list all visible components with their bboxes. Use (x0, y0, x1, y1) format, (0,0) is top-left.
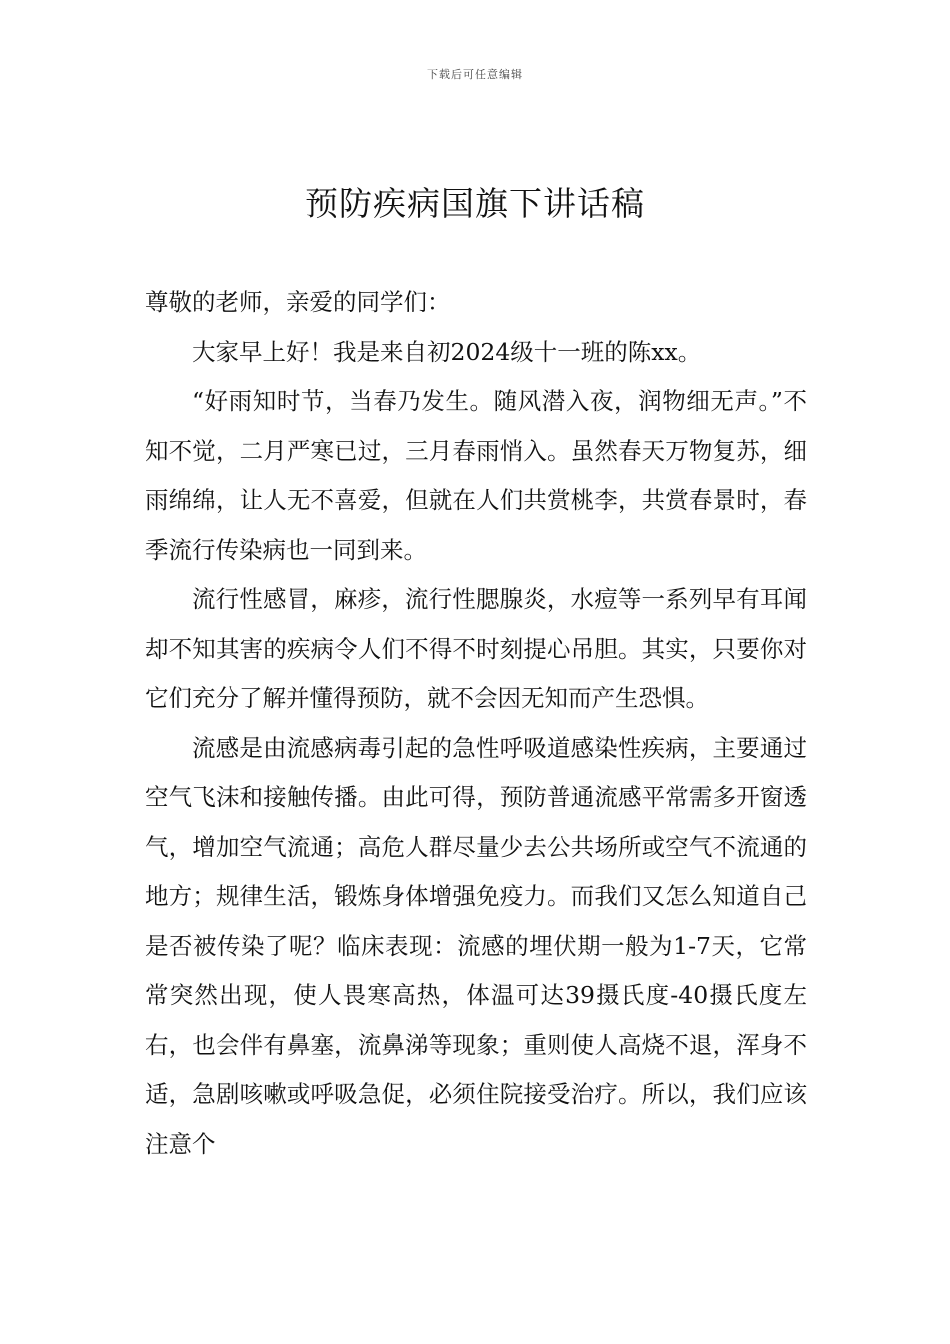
header-note: 下载后可任意编辑 (427, 68, 523, 81)
salutation: 尊敬的老师，亲爱的同学们： (145, 288, 451, 316)
paragraph-diseases: 流行性感冒，麻疹，流行性腮腺炎，水痘等一系列早有耳闻却不知其害的疾病令人们不得不时刻提心吊胆。其实，只要你对它们充分了解并懂得预防，就不会因无知而产生恐惧。 (145, 585, 807, 712)
document-title: 预防疾病国旗下讲话稿 (305, 184, 645, 223)
paragraph-greeting: 大家早上好！我是来自初2024级十一班的陈xx。 (192, 337, 702, 366)
paragraph-flu: 流感是由流感病毒引起的急性呼吸道感染性疾病，主要通过空气飞沫和接触传播。由此可得，预防普通流感平常需多开窗透气，增加空气流通；高危人群尽量少去公共场所或空气不流通的地方；规律生活，锻炼身体增强免疫力。而我们又怎么知道自己是否被传染了呢？临床表现：流感的埋伏期一般为1-7天，它常常突然出现，使人畏寒高热，体温可达39摄氏度-40摄氏度左右，也会伴有鼻塞，流鼻涕等现象；重则使人高烧不退，浑身不适，急剧咳嗽或呼吸急促，必须住院接受治疗。所以，我们应该注意个 (145, 733, 807, 1158)
paragraph-poem: “好雨知时节，当春乃发生。随风潜入夜，润物细无声。”不知不觉，二月严寒已过，三月春雨悄入。虽然春天万物复苏，细雨绵绵，让人无不喜爱，但就在人们共赏桃李，共赏春景时，春季流行传染病也一同到来。 (145, 387, 807, 564)
document-body (145, 278, 807, 1169)
